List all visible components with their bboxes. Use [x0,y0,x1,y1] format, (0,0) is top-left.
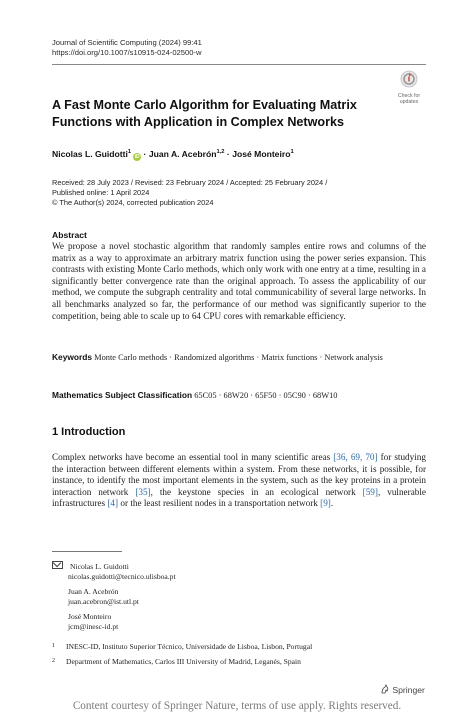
msc-classification [52,390,426,401]
author-name[interactable]: Juan A. Acebrón [148,149,217,159]
doi-link[interactable]: https://doi.org/10.1007/s10915-024-02500-w [52,48,202,57]
author-name[interactable]: Nicolas L. Guidotti [52,149,128,159]
check-updates-label-1: Check for [397,93,421,99]
citation-link[interactable]: [59] [362,486,378,497]
header-divider [52,64,426,65]
affiliation-number: 1 [52,643,55,649]
publisher-name: Springer [392,685,425,695]
intro-text: Complex networks have become an essential tool in many scientific areas [52,452,334,462]
citation-link[interactable]: [9] [320,498,331,509]
publisher-logo [380,684,425,695]
citation-link[interactable]: [4] [107,498,119,509]
author-list [52,146,294,161]
author-separator: · [143,149,147,159]
keywords-text: Monte Carlo methods · Randomized algorithms · Matrix functions · Network analysis [94,353,383,362]
introduction-paragraph [52,452,426,510]
orcid-icon[interactable]: iD [134,154,140,160]
courtesy-notice: Content courtesy of Springer Nature, terms of use apply. Rights reserved. [72,700,402,712]
intro-text: or the least resilient nodes in a transportation network [118,498,321,509]
author-affiliation-mark: 1,2 [216,149,225,155]
contact-name: Nicolas L. Guidotti [70,562,129,571]
author-affiliation-mark: 1 [127,149,132,155]
section-heading-introduction: 1 Introduction [52,426,126,438]
footnote-divider [52,551,122,552]
check-updates-label-2: updates [399,99,419,105]
contact-email[interactable]: jcm@inesc-id.pt [68,621,119,631]
affiliation-text: Department of Mathematics, Carlos III University of Madrid, Leganés, Spain [66,657,301,666]
affiliation-number: 2 [52,658,55,664]
contact-email[interactable]: juan.acebron@ist.utl.pt [68,596,139,606]
dates-line: Received: 28 July 2023 / Revised: 23 February 2024 / Accepted: 25 February 2024 / [52,178,328,187]
author-name[interactable]: José Monteiro [232,149,291,159]
contact-email[interactable]: nicolas.guidotti@tecnico.ulisboa.pt [68,571,176,581]
msc-codes: 65C05 · 68W20 · 65F50 · 05C90 · 68W10 [194,391,338,400]
check-for-updates-badge[interactable] [392,70,426,105]
dates-line: Published online: 1 April 2024 [52,187,150,197]
journal-citation: Journal of Scientific Computing (2024) 99:41 [52,38,202,47]
author-separator: · [226,149,230,159]
article-title: A Fast Monte Carlo Algorithm for Evaluating Matrix Functions with Application in Complex Networks [52,98,357,129]
intro-text: , vulnerable infrastructures [52,486,426,509]
intro-text: , the keystone species in an ecological network [150,486,363,497]
envelope-icon [52,561,63,569]
affiliation-text: INESC-ID, Instituto Superior Técnico, Universidade de Lisboa, Lisbon, Portugal [66,642,313,651]
publication-dates [52,178,327,207]
affiliation [52,657,301,667]
msc-label: Mathematics Subject Classification [52,390,193,400]
abstract-text: We propose a novel stochastic algorithm that randomly samples entire rows and columns of the matrix as a way to approximate an arbitrary matrix function using the power series expansion. This contrasts with existing Monte Carlo methods, which only work with one entry at a time, resulting in a significantly better convergence rate than the original approach. To assess the applicability of our method, we compute the subgraph centrality and total communicability of several large networks. In all benchmarks analyzed so far, the performance of our method was significantly superior to the competition, being able to scale up to 64 CPU cores with remarkable efficiency. [52,241,426,321]
affiliation [52,642,312,652]
intro-text: . [330,498,334,509]
contact-name: José Monteiro [68,612,112,622]
abstract-heading: Abstract [52,230,87,240]
citation-link[interactable]: [35] [135,486,151,497]
intro-text: for studying the interaction between different elements within a system. From these networks, it is possible, for instance, to identify the most important elements in the system, such as the key proteins in a protein interaction network [52,452,426,497]
contact-name: Juan A. Acebrón [68,587,119,597]
author-affiliation-mark: 1 [290,149,294,155]
springer-horse-icon [380,684,390,694]
copyright-line: © The Author(s) 2024, corrected publication 2024 [52,197,214,207]
keywords-label: Keywords [52,352,93,362]
check-updates-icon [398,70,420,88]
corresponding-contacts [52,561,412,632]
citation-link[interactable]: [36, 69, 70] [333,452,378,462]
keywords [52,352,426,363]
